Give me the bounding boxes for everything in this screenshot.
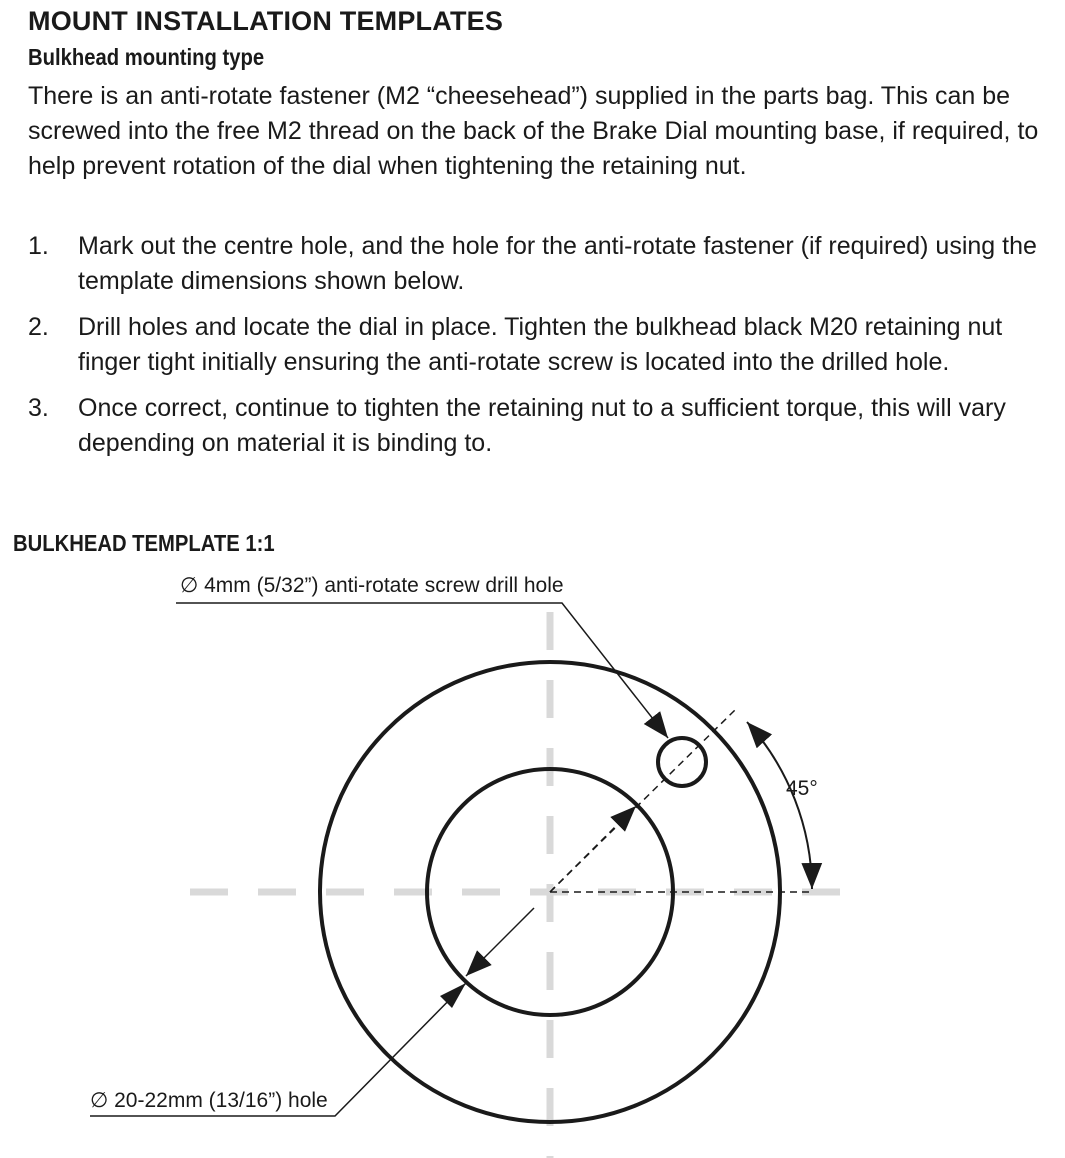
step-number: 1.	[28, 232, 49, 260]
step-text: Once correct, continue to tighten the retaining nut to a sufficient torque, this will vary depending on material it is binding to.	[78, 394, 1006, 457]
center-hole-arrow-lower	[466, 908, 534, 976]
page-title: MOUNT INSTALLATION TEMPLATES	[28, 6, 504, 36]
step-text: Mark out the centre hole, and the hole for the anti-rotate fastener (if required) using the template dimensions shown below.	[78, 232, 1037, 295]
step-text: Drill holes and locate the dial in place. Tighten the bulkhead black M20 retaining nut finger tight initially ensuring the anti-rotate screw is located into the drilled hole.	[78, 313, 1003, 376]
section-subtitle: Bulkhead mounting type	[28, 44, 265, 70]
step-number: 3.	[28, 394, 49, 422]
intro-paragraph: There is an anti-rotate fastener (M2 “cheesehead”) supplied in the parts bag. This can be screwed into the free M2 thread on the back of the Brake Dial mounting base, if required, to help prevent rotation of the dial when tightening the retaining nut.	[28, 82, 1039, 180]
screw-hole-label: ∅ 4mm (5/32”) anti-rotate screw drill hole	[180, 574, 564, 597]
center-hole-label: ∅ 20-22mm (13/16”) hole	[90, 1089, 328, 1112]
screw-hole-leader-line	[176, 603, 668, 738]
angle-label: 45°	[786, 777, 818, 800]
center-hole-leader-arrowhead	[440, 983, 466, 1008]
template-heading: BULKHEAD TEMPLATE 1:1	[13, 530, 275, 556]
step-number: 2.	[28, 313, 49, 341]
center-hole-radius-line	[550, 808, 634, 892]
